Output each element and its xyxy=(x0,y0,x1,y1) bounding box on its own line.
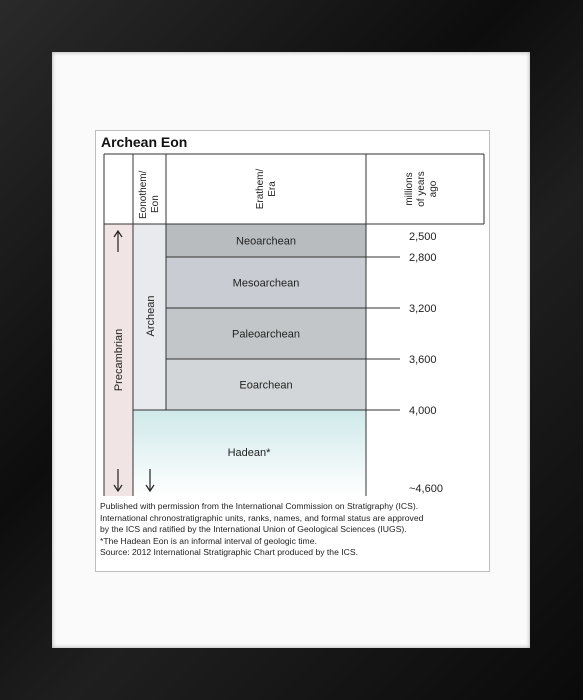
note-permission: Published with permission from the International Commission on Stratigraphy (ICS). xyxy=(100,501,419,511)
age-label: 4,000 xyxy=(409,405,437,417)
era-label-paleoarchean: Paleoarchean xyxy=(232,328,300,341)
era-header: Erathem/ xyxy=(255,168,266,210)
note-source: Source: 2012 International Stratigraphic Chart produced by the ICS. xyxy=(100,547,358,557)
eon-header-line2: Eon xyxy=(150,195,161,213)
age-label: 3,200 xyxy=(409,303,437,315)
age-label: 2,500 xyxy=(409,231,437,243)
archean-eon-chart xyxy=(95,130,490,572)
eon-header: Eonothem/ xyxy=(138,170,149,219)
stratigraphic-table xyxy=(96,131,489,501)
era-label-eoarchean: Eoarchean xyxy=(239,379,293,392)
note-hadean: *The Hadean Eon is an informal interval of geologic time. xyxy=(100,535,317,546)
archean-label: Archean xyxy=(145,295,157,337)
age-label: ~4,600 xyxy=(409,483,443,495)
era-label-neoarchean: Neoarchean xyxy=(236,235,296,248)
era-label-mesoarchean: Mesoarchean xyxy=(232,277,300,290)
hadean-label: Hadean* xyxy=(227,447,271,459)
mya-header-line2: of years xyxy=(416,171,427,207)
age-label: 2,800 xyxy=(409,252,437,264)
chart-title: Archean Eon xyxy=(101,134,188,150)
mya-header-line3: ago xyxy=(428,180,439,198)
note-ratified: by the ICS and ratified by the International Union of Geological Sciences (IUGS). xyxy=(100,524,407,534)
era-header-line2: Era xyxy=(267,181,278,197)
age-label: 3,600 xyxy=(409,354,437,366)
precambrian-label: Precambrian xyxy=(113,328,125,392)
chart-notes xyxy=(100,501,486,559)
note-units: International chronostratigraphic units, ranks, names, and formal status are approved xyxy=(100,512,424,523)
mya-header: millions xyxy=(404,172,415,206)
